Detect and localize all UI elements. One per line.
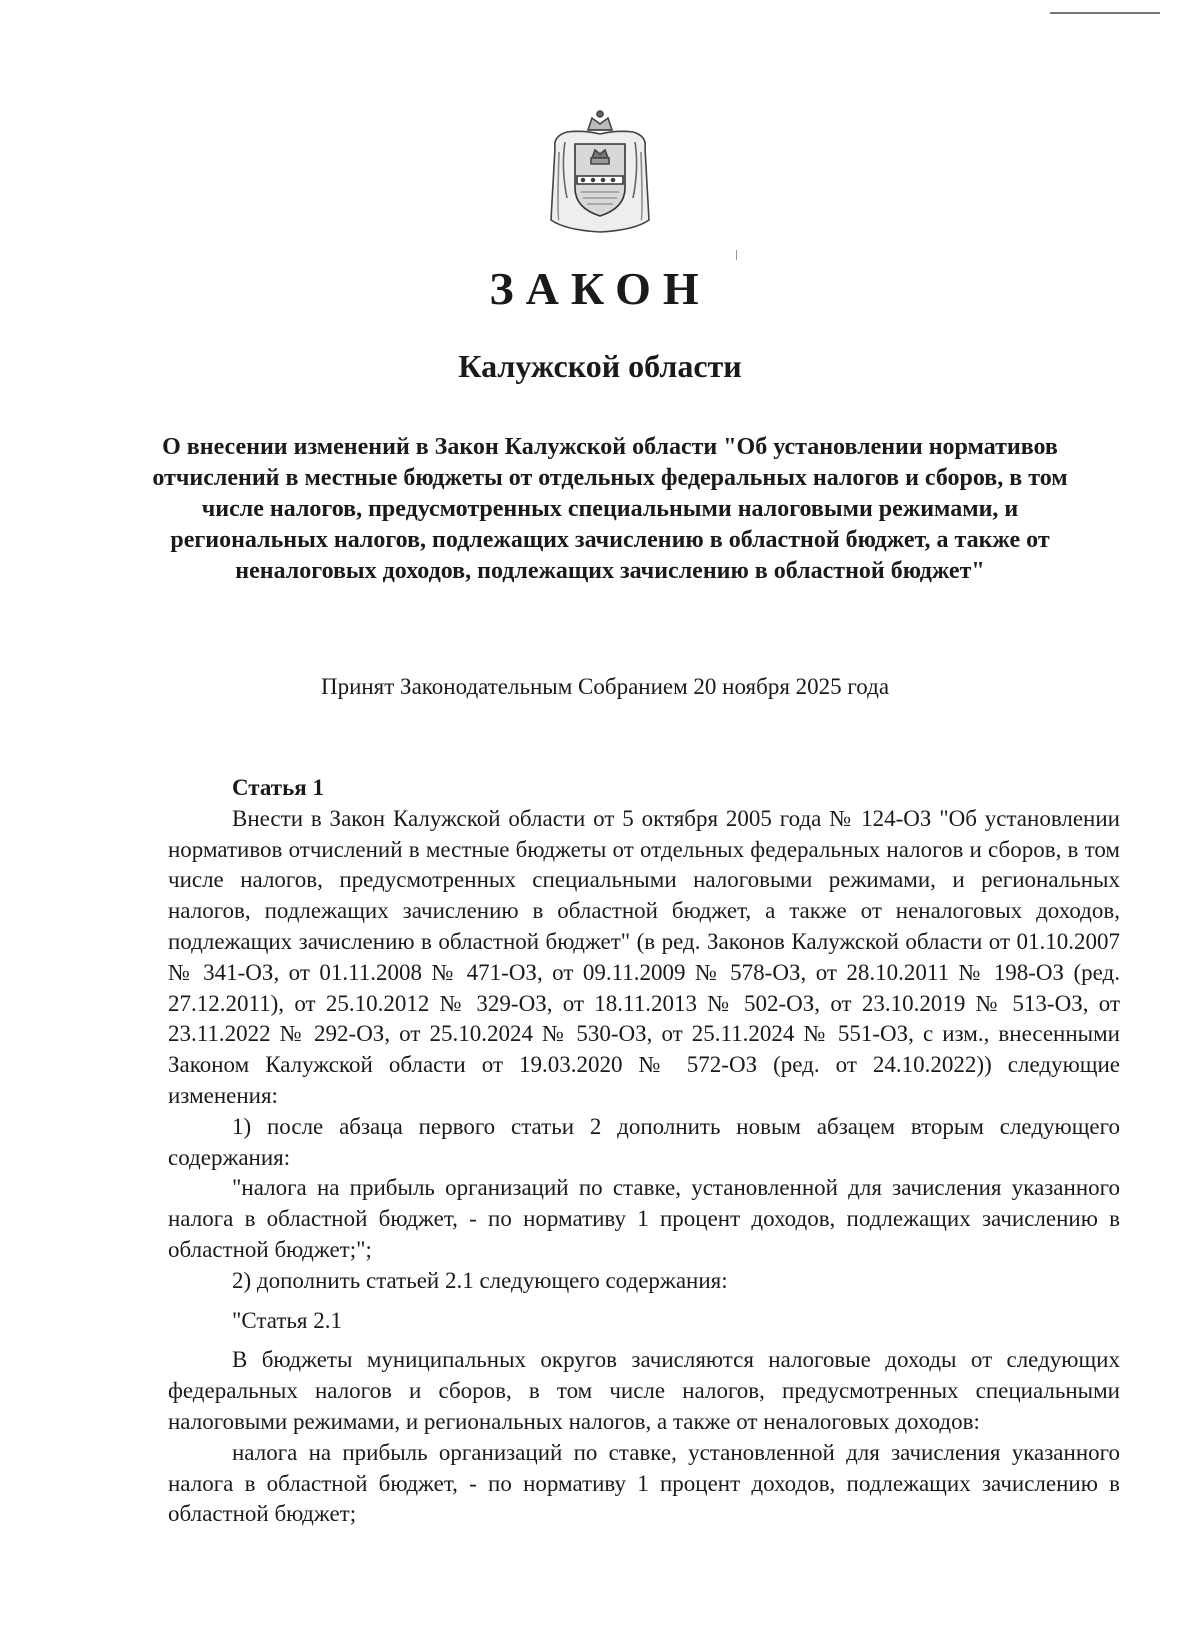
scan-edge-line bbox=[1050, 12, 1160, 14]
law-subject: О внесении изменений в Закон Калужской области "Об установлении нормативов отчислений в местные бюджеты от отдельных федеральных налогов и сборов, в том числе налогов, предусмотренных специальными налоговыми режимами, и региональных налогов, подлежащих зачислению в областной бюджет, а также от неналоговых доходов, подлежащих зачислению в областной бюджет" bbox=[152, 434, 1068, 584]
article-1 bbox=[168, 773, 1120, 1530]
new-article-item: налога на прибыль организаций по ставке, установленной для зачисления указанного налога в областной бюджет, - по нормативу 1 процент доходов, подлежащих зачислению в областной бюджет; bbox=[168, 1439, 1120, 1527]
coat-of-arms-icon bbox=[545, 108, 655, 236]
law-title: ЗАКОН bbox=[489, 263, 711, 314]
amendment-item-1: 1) после абзаца первого статьи 2 дополнить новым абзацем вторым следующего содержания: bbox=[168, 1113, 1120, 1170]
article-heading: Статья 1 bbox=[232, 775, 324, 800]
law-region: Калужской области bbox=[458, 348, 742, 384]
new-article-paragraph: В бюджеты муниципальных округов зачисляются налоговые доходы от следующих федеральных налогов и сборов, в том числе налогов, предусмотренных специальными налоговыми режимами, и региональных налогов, а также от неналоговых доходов: bbox=[168, 1347, 1120, 1434]
adoption-statement: Принят Законодательным Собранием 20 ноября 2025 года bbox=[320, 674, 890, 699]
scan-artifact bbox=[736, 250, 737, 260]
new-article-heading: "Статья 2.1 bbox=[232, 1307, 342, 1333]
amendment-item-1-quote: "налога на прибыль организаций по ставке, установленной для зачисления указанного налога в областной бюджет, - по нормативу 1 процент доходов, подлежащих зачислению в областной бюджет;"; bbox=[168, 1175, 1120, 1262]
article-intro-paragraph: Внести в Закон Калужской области от 5 октября 2005 года № 124-ОЗ "Об установлении нормативов отчислений в местные бюджеты от отдельных федеральных налогов и сборов, в том числе налогов, предусмотренных специальными налоговыми режимами, и региональных налогов, подлежащих зачислению в областной бюджет, а также от неналоговых доходов, подлежащих зачислению в областной бюджет" (в ред. Законов Калужской области от 01.10.2007 № 341-ОЗ, от 01.11.2008 № 471-ОЗ, от 09.11.2009 № 578-ОЗ, от 28.10.2011 № 198-ОЗ (ред. 27.12.2011), от 25.10.2012 № 329-ОЗ, от 18.11.2013 № 502-ОЗ, от 23.10.2019 № 513-ОЗ, от 23.11.2022 № 292-ОЗ, от 25.10.2024 № 530-ОЗ, от 25.11.2024 № 551-ОЗ, с изм., внесенными Законом Калужской области от 19.03.2020 № 572-ОЗ (ред. от 24.10.2022)) следующие изменения: bbox=[168, 805, 1120, 1108]
amendment-item-2: 2) дополнить статьей 2.1 следующего содержания: bbox=[232, 1267, 728, 1293]
